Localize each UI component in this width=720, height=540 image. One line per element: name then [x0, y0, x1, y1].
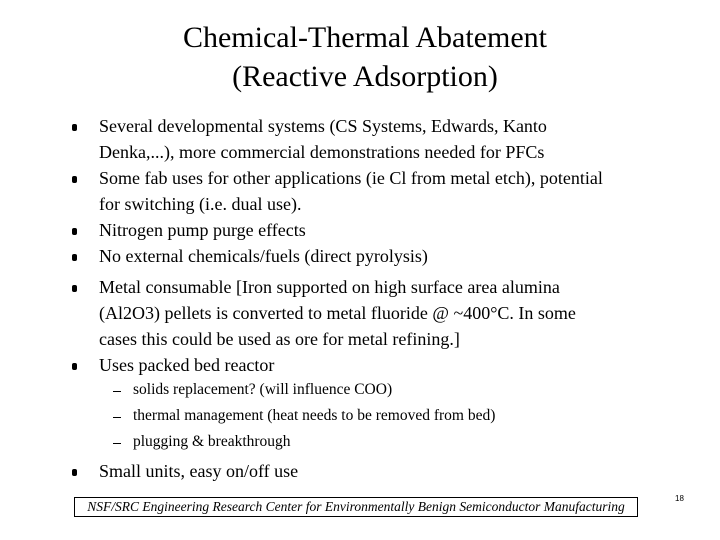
bullet-item	[99, 217, 679, 243]
bullet-icon	[72, 124, 77, 131]
dash-icon	[113, 391, 121, 392]
bullet-icon	[72, 363, 77, 370]
bullet-item	[99, 352, 679, 378]
bullet-text: No external chemicals/fuels (direct pyrolysis)	[99, 246, 428, 266]
bullet-icon	[72, 285, 77, 292]
bullet-text: cases this could be used as ore for metal refining.]	[99, 329, 460, 349]
title-line-1: Chemical-Thermal Abatement	[182, 21, 548, 54]
bullet-text: (Al2O3) pellets is converted to metal fluoride @ ~400°C. In some	[99, 303, 576, 323]
bullet-icon	[72, 254, 77, 261]
sub-bullet-text: plugging & breakthrough	[133, 433, 291, 450]
page-number: 18	[675, 494, 684, 503]
bullet-text: Several developmental systems (CS Systems, Edwards, Kanto	[99, 116, 547, 136]
bullet-item	[99, 113, 679, 165]
bullet-item	[99, 274, 679, 352]
dash-icon	[113, 417, 121, 418]
dash-icon	[113, 443, 121, 444]
bullet-item	[99, 243, 679, 269]
bullet-icon	[72, 176, 77, 183]
sub-bullet-item	[133, 429, 291, 455]
bullet-text: Small units, easy on/off use	[99, 461, 299, 481]
sub-bullet-text: solids replacement? (will influence COO)	[133, 381, 393, 398]
footer: NSF/SRC Engineering Research Center for Environmentally Benign Semiconductor Manufacturing	[74, 497, 638, 517]
sub-bullet-text: thermal management (heat needs to be removed from bed)	[133, 407, 496, 424]
bullet-icon	[72, 469, 77, 476]
bullet-text: Some fab uses for other applications (ie Cl from metal etch), potential	[99, 168, 603, 188]
bullet-text: Metal consumable [Iron supported on high surface area alumina	[99, 277, 560, 297]
bullet-item	[99, 165, 679, 217]
sub-bullet-item	[133, 403, 495, 429]
bullet-text: Uses packed bed reactor	[99, 355, 275, 375]
title-line-2: (Reactive Adsorption)	[232, 60, 498, 93]
sub-bullet-item	[133, 377, 392, 403]
bullet-text: Nitrogen pump purge effects	[99, 220, 306, 240]
bullet-item	[99, 458, 679, 484]
bullet-text: Denka,...), more commercial demonstrations needed for PFCs	[99, 142, 545, 162]
bullet-icon	[72, 228, 77, 235]
bullet-text: for switching (i.e. dual use).	[99, 194, 302, 214]
